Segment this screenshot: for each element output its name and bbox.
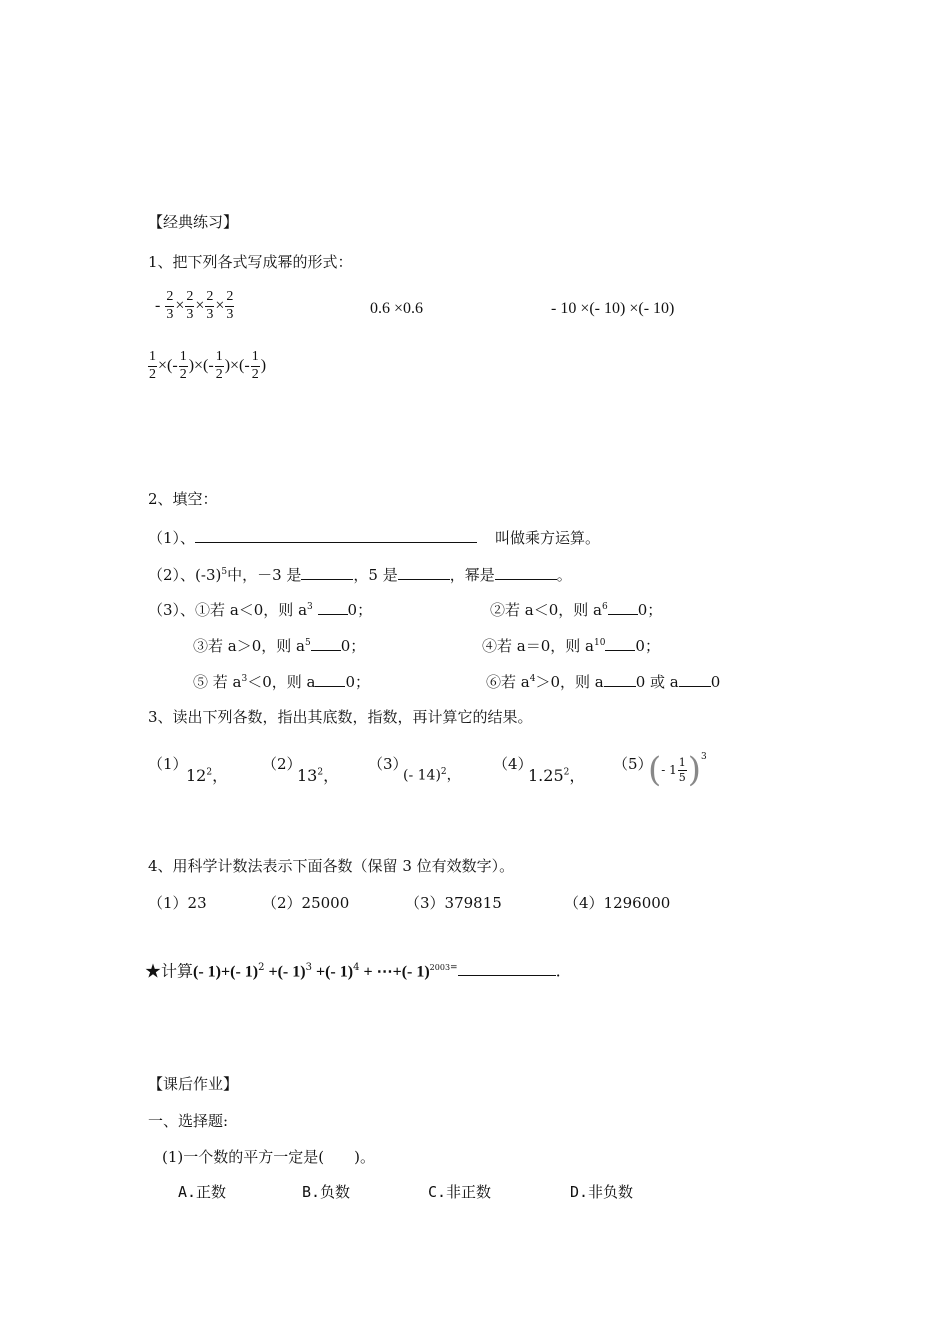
q2-item-3-c4: ④若 a＝0，则 $a^{10}$ 0； — [482, 637, 660, 655]
fraction: $\frac{2}{3}$ — [166, 289, 174, 322]
expr-a: - $\frac{2}{3}$ × $\frac{2}{3}$ × $\frac{2}{3}$ × $\frac{2}{3}$ — [155, 289, 234, 322]
fraction: $\frac{2}{3}$ — [226, 289, 234, 322]
expr-a-minus: - — [155, 296, 161, 314]
fraction: $\frac{1}{2}$ — [179, 349, 187, 382]
q2-item-3-c6: ⑥若 $a^4>0$，则 a 0 或 a 0 — [486, 673, 721, 691]
option-b[interactable]: B.负数 — [302, 1183, 351, 1201]
answer-blank[interactable] — [605, 636, 635, 651]
homework-title: 一、选择题: — [148, 1112, 229, 1130]
q2-item-2: （2）、$(-3)^5$中，－3 是 ，5 是 ，幂是 。 — [148, 566, 572, 584]
q3-label-4: （4） — [493, 755, 533, 773]
option-c[interactable]: C.非正数 — [428, 1183, 492, 1201]
section-title-homework: 【课后作业】 — [148, 1075, 239, 1093]
answer-blank[interactable] — [458, 963, 556, 976]
q4-item-2: （2）25000 — [262, 894, 350, 912]
answer-blank[interactable] — [679, 672, 711, 687]
section-title-practice: 【经典练习】 — [148, 213, 239, 231]
question-4-title: 4、用科学计数法表示下面各数（保留 3 位有效数字）。 — [148, 857, 515, 875]
q3-power-1: $12^2$， — [186, 766, 229, 785]
answer-blank[interactable] — [195, 528, 477, 543]
fraction: $\frac{1}{2}$ — [149, 349, 156, 382]
fraction: $\frac{2}{3}$ — [186, 289, 194, 322]
question-3-title: 3、读出下列各数，指出其底数，指数，再计算它的结果。 — [148, 708, 533, 726]
answer-blank[interactable] — [604, 672, 636, 687]
q3-power-4: 1.25$^2$， — [528, 766, 586, 785]
question-1-title: 1、把下列各式写成幂的形式： — [148, 253, 353, 271]
homework-q1: (1)一个数的平方一定是( )。 — [162, 1148, 375, 1166]
answer-blank[interactable] — [315, 672, 345, 687]
expr-c: - 10 ×(- 10) ×(- 10) — [551, 300, 675, 317]
q3-label-5: （5） — [613, 755, 653, 773]
fraction: $\frac{2}{3}$ — [206, 289, 214, 322]
answer-blank[interactable] — [398, 565, 450, 580]
q3-power-5: ( - 1 $\frac{1}{5}$ ) 3 — [648, 750, 707, 790]
q4-item-4: （4）1296000 — [564, 894, 671, 912]
option-a[interactable]: A.正数 — [178, 1183, 227, 1201]
q3-label-2: （2） — [262, 755, 302, 773]
q2-item-1: （1）、 叫做乘方运算。 — [148, 529, 601, 547]
q2-item-3-c3: ③若 a＞0，则 $a^5$ 0； — [193, 637, 366, 655]
expr-b: 0.6 ×0.6 — [370, 300, 424, 317]
answer-blank[interactable] — [318, 600, 348, 615]
q2-item-3-c5: ⑤ 若 $a^3<0$，则 a 0； — [193, 673, 371, 691]
expr-d: $\frac{1}{2}$ ×(- $\frac{1}{2}$ )×(- $\frac{1}{2}$ )×(- $\frac{1}{2}$ ) — [149, 349, 267, 382]
q3-power-2: $13^2$， — [297, 766, 340, 785]
q2-item-3-c2: ②若 a＜0，则 $a^6$ 0； — [490, 601, 663, 619]
fraction: $\frac{1}{2}$ — [215, 349, 223, 382]
q3-power-3: (- 14)$^2$， — [403, 767, 461, 784]
star-calculation: ★计算(- 1)+(- 1)$^2$ +(- 1)$^3$ +(- 1)$^4$ + ⋯+(- 1)$^{2003=}$ . — [145, 961, 561, 981]
q3-label-1: （1） — [148, 755, 188, 773]
answer-blank[interactable] — [608, 600, 638, 615]
answer-blank[interactable] — [495, 565, 557, 580]
q2-item-3-c1: （3）、①若 a＜0，则 $a^3$ 0； — [148, 601, 373, 619]
fraction: $\frac{1}{2}$ — [251, 349, 259, 382]
question-2-title: 2、填空： — [148, 490, 218, 508]
q4-item-3: （3）379815 — [405, 894, 502, 912]
answer-blank[interactable] — [311, 636, 341, 651]
q4-item-1: （1）23 — [148, 894, 207, 912]
option-d[interactable]: D.非负数 — [570, 1183, 634, 1201]
answer-blank[interactable] — [301, 565, 353, 580]
q3-label-3: （3） — [368, 755, 408, 773]
